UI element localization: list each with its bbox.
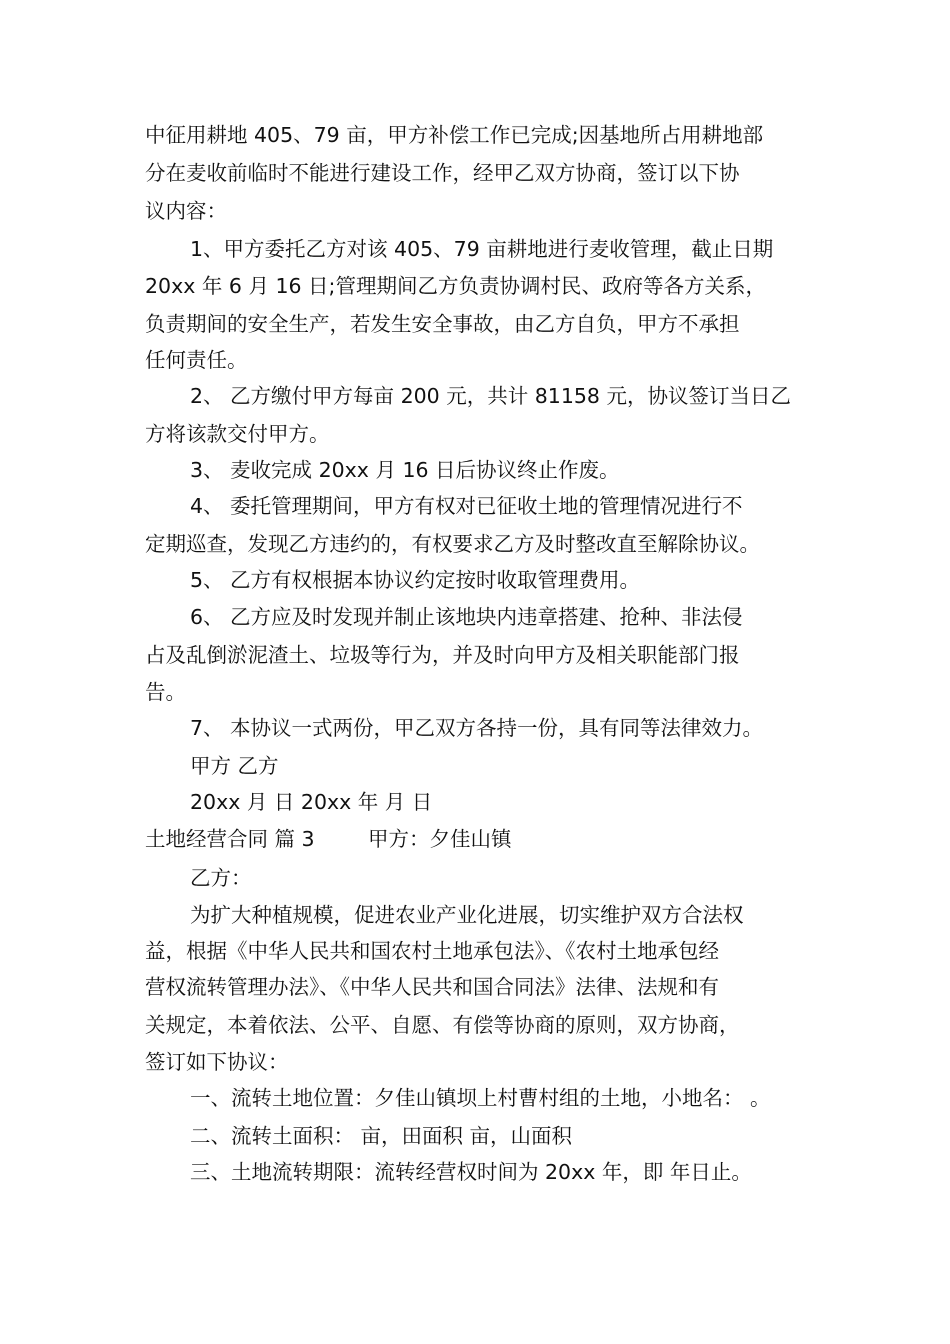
preamble-line-2: 益，根据《中华人民共和国农村土地承包法》、《农村土地承包经 (145, 939, 719, 963)
body-line-3: 议内容： (145, 199, 227, 223)
signature-dates: 20xx 月 日 20xx 年 月 日 (190, 790, 433, 814)
article-2-line: 二、流转土面积： 亩，田面积 亩，山面积 (190, 1124, 573, 1148)
clause-3-line-1: 3、 麦收完成 20xx 月 16 日后协议终止作废。 (190, 458, 620, 482)
clause-6-line-1: 6、 乙方应及时发现并制止该地块内违章搭建、抢种、非法侵 (190, 605, 743, 629)
clause-4-line-1: 4、 委托管理期间，甲方有权对已征收土地的管理情况进行不 (190, 494, 743, 518)
clause-6-line-2: 占及乱倒淤泥渣土、垃圾等行为，并及时向甲方及相关职能部门报 (145, 643, 740, 667)
clause-7-line-1: 7、 本协议一式两份，甲乙双方各持一份，具有同等法律效力。 (190, 716, 764, 740)
preamble-line-3: 营权流转管理办法》、《中华人民共和国合同法》法律、法规和有 (145, 975, 719, 999)
party-b-label: 乙方： (190, 866, 252, 890)
clause-5-line-1: 5、 乙方有权根据本协议约定按时收取管理费用。 (190, 568, 641, 592)
clause-1-line-1: 1、甲方委托乙方对该 405、79 亩耕地进行麦收管理，截止日期 (190, 237, 774, 261)
article-1-line: 一、流转土地位置：夕佳山镇坝上村曹村组的土地，小地名： 。 (190, 1086, 771, 1110)
clause-2-line-2: 方将该款交付甲方。 (145, 422, 330, 446)
preamble-line-4: 关规定，本着依法、公平、自愿、有偿等协商的原则，双方协商， (145, 1013, 740, 1037)
section-title: 土地经营合同 篇 3 (145, 827, 315, 851)
signature-parties: 甲方 乙方 (190, 754, 279, 778)
clause-1-line-4: 任何责任。 (145, 348, 248, 372)
party-a-label: 甲方：夕佳山镇 (368, 827, 512, 851)
article-3-line: 三、土地流转期限：流转经营权时间为 20xx 年，即 年日止。 (190, 1160, 752, 1184)
preamble-line-5: 签订如下协议： (145, 1050, 289, 1074)
clause-6-line-3: 告。 (145, 680, 186, 704)
clause-1-line-2: 20xx 年 6 月 16 日;管理期间乙方负责协调村民、政府等各方关系， (145, 274, 766, 298)
clause-1-line-3: 负责期间的安全生产，若发生安全事故，由乙方自负，甲方不承担 (145, 312, 740, 336)
clause-2-line-1: 2、 乙方缴付甲方每亩 200 元，共计 81158 元，协议签订当日乙 (190, 384, 791, 408)
clause-4-line-2: 定期巡查，发现乙方违约的，有权要求乙方及时整改直至解除协议。 (145, 532, 760, 556)
preamble-line-1: 为扩大种植规模，促进农业产业化进展，切实维护双方合法权 (190, 903, 744, 927)
body-line-2: 分在麦收前临时不能进行建设工作，经甲乙双方协商，签订以下协 (145, 161, 740, 185)
body-line-1: 中征用耕地 405、79 亩，甲方补偿工作已完成;因基地所占用耕地部 (145, 123, 764, 147)
